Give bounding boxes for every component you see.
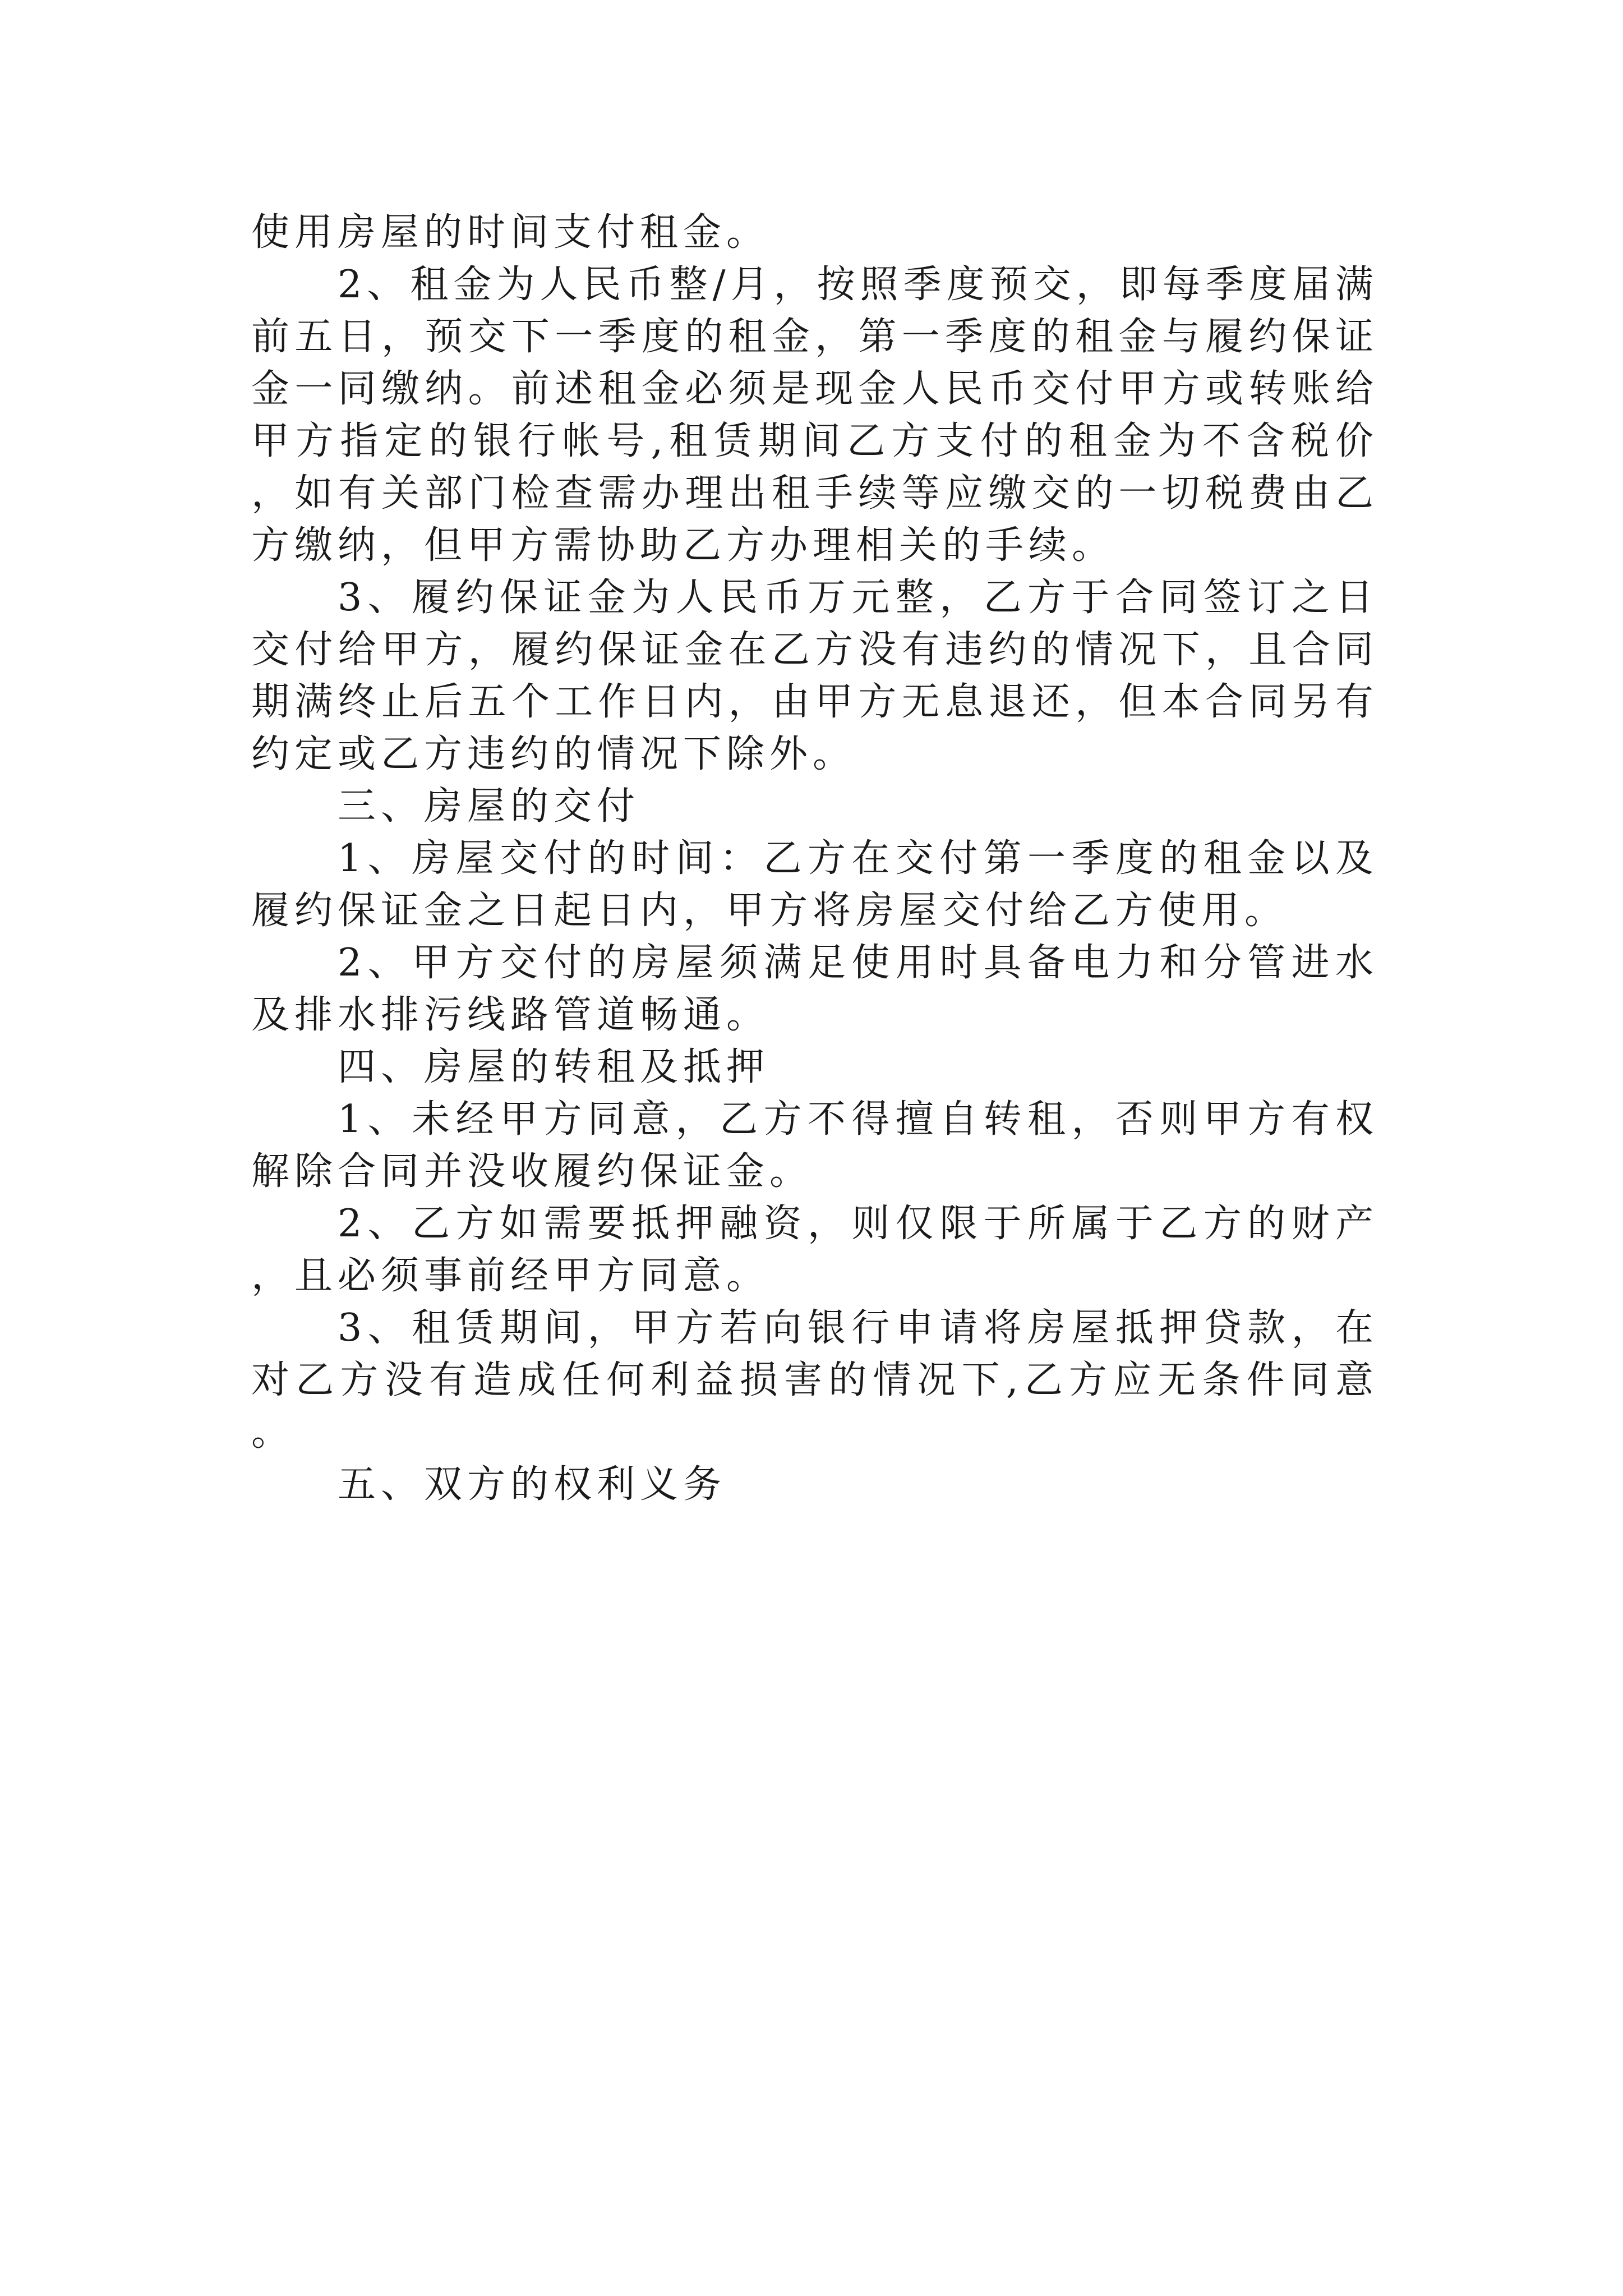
paragraph-delivery-condition: 2、甲方交付的房屋须满足使用时具备电力和分管进水及排水排污线路管道畅通。 (251, 941, 1378, 1037)
paragraph-mortgage-financing: 2、乙方如需要抵押融资，则仅限于所属于乙方的财产，且必须事前经甲方同意。 (251, 1202, 1378, 1298)
paragraph-bank-mortgage: 3、租赁期间，甲方若向银行申请将房屋抵押贷款，在对乙方没有造成任何利益损害的情况下,乙方应无条件同意。 (251, 1306, 1378, 1455)
paragraph-sublease: 1、未经甲方同意，乙方不得擅自转租，否则甲方有权解除合同并没收履约保证金。 (251, 1097, 1378, 1194)
paragraph-deposit: 3、履约保证金为人民币万元整，乙方于合同签订之日交付给甲方，履约保证金在乙方没有违约的情况下，且合同期满终止后五个工作日内，由甲方无息退还，但本合同另有约定或乙方违约的情况下除外。 (251, 576, 1378, 776)
heading-rights-obligations: 五、双方的权利义务 (338, 1462, 727, 1507)
document-body (251, 206, 1378, 1511)
paragraph-rent-amount: 2、租金为人民币整/月，按照季度预交，即每季度届满前五日，预交下一季度的租金，第一季度的租金与履约保证金一同缴纳。前述租金必须是现金人民币交付甲方或转账给甲方指定的银行帐号,租赁期间乙方支付的租金为不含税价，如有关部门检查需办理出租手续等应缴交的一切税费由乙方缴纳，但甲方需协助乙方办理相关的手续。 (251, 263, 1378, 568)
heading-house-delivery: 三、房屋的交付 (338, 784, 640, 829)
paragraph-delivery-time: 1、房屋交付的时间：乙方在交付第一季度的租金以及履约保证金之日起日内，甲方将房屋交付给乙方使用。 (251, 836, 1378, 933)
paragraph-rent-payment-end: 使用房屋的时间支付租金。 (251, 210, 770, 255)
heading-sublease-mortgage: 四、房屋的转租及抵押 (338, 1045, 770, 1089)
